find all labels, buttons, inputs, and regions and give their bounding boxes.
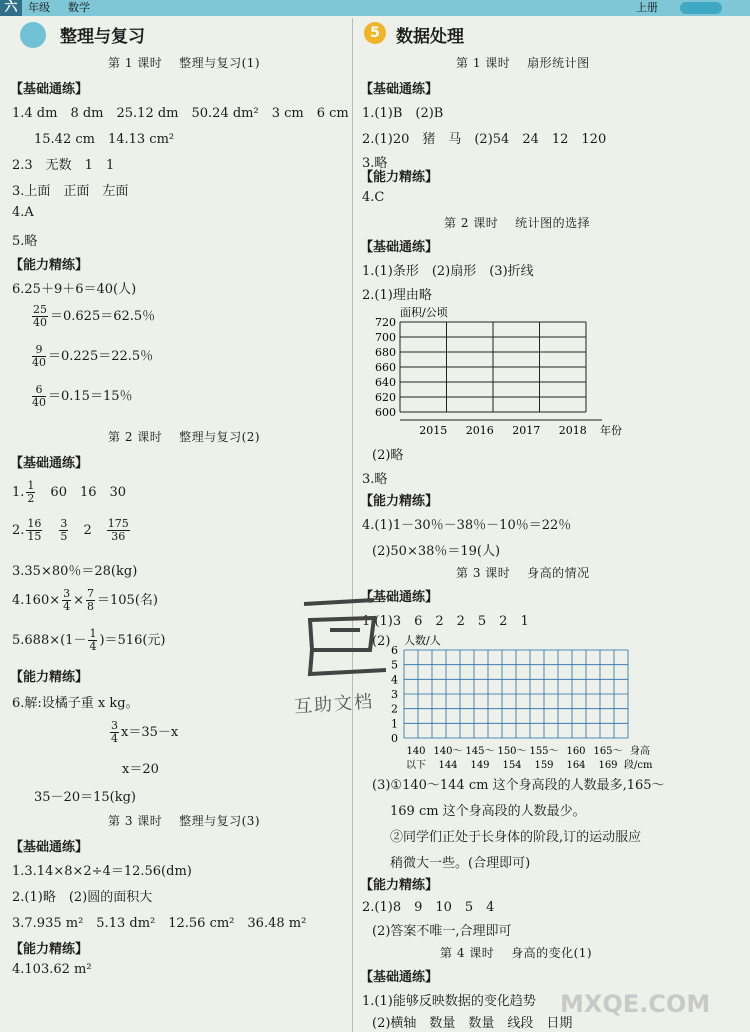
header-badge bbox=[680, 2, 722, 14]
volume-label: 上册 bbox=[636, 1, 658, 14]
answer-line: 1.(1)3 6 2 2 5 2 1 bbox=[362, 614, 529, 629]
y-axis-label: 人数/人 bbox=[404, 634, 441, 647]
answer-line: 3.35×80％＝28(kg) bbox=[12, 564, 138, 579]
left-unit-title: 整理与复习 bbox=[60, 27, 145, 47]
fraction: $\frac{3}{4}$ bbox=[111, 719, 118, 745]
section-ability: 【能力精练】 bbox=[10, 670, 89, 685]
left-lesson-3: 第 3 课时 整理与复习(3) bbox=[108, 814, 261, 828]
x-tick-label: 145～ bbox=[465, 746, 495, 757]
column-divider bbox=[352, 18, 353, 1032]
y-tick-label: 680 bbox=[375, 346, 396, 359]
fraction: $\frac{7}{8}$ bbox=[87, 587, 95, 613]
answer-line: 4.C bbox=[362, 190, 385, 205]
y-tick-label: 720 bbox=[375, 316, 396, 329]
fraction: $\frac{9}{40}$ bbox=[32, 343, 46, 369]
x-tick-label: 160 bbox=[566, 746, 586, 757]
y-tick-label: 640 bbox=[375, 376, 396, 389]
answer-line: 4.103.62 m² bbox=[12, 962, 92, 977]
fraction-line: $\frac{25}{40}$ ＝0.625＝62.5％ bbox=[33, 303, 156, 329]
x-tick-label: 140 bbox=[406, 746, 426, 757]
fraction-line: $\frac{3}{4}$ x＝35－x bbox=[111, 719, 179, 745]
answer-line: 3.略 bbox=[362, 472, 388, 487]
answer-line: 1.(1)B (2)B bbox=[362, 106, 444, 121]
x-tick-label: 140～ bbox=[433, 746, 463, 757]
answer-line: 1.(1)能够反映数据的变化趋势 bbox=[362, 994, 536, 1009]
left-lesson-1: 第 1 课时 整理与复习(1) bbox=[108, 56, 261, 70]
answer-line: 15.42 cm 14.13 cm² bbox=[34, 132, 175, 147]
x-tick-label: 2015 bbox=[419, 424, 448, 437]
fraction-line: $\frac{9}{40}$ ＝0.225＝22.5％ bbox=[32, 343, 154, 369]
answer-line: x＝20 bbox=[122, 762, 159, 777]
fraction-line: 2. $\frac{16}{15}$ $\frac{3}{5}$ 2 $\frac{175}{36}$ bbox=[12, 517, 129, 543]
fraction: $\frac{6}{40}$ bbox=[32, 383, 46, 409]
section-ability: 【能力精练】 bbox=[360, 170, 439, 185]
answer-line: 35－20＝15(kg) bbox=[34, 790, 136, 805]
x-tick-label: 150～ bbox=[497, 746, 527, 757]
x-tick-label: 154 bbox=[502, 760, 522, 771]
answer-line: 4.A bbox=[12, 205, 34, 220]
unit-circle-icon bbox=[20, 22, 46, 48]
y-tick-label: 6 bbox=[391, 644, 398, 657]
x-tick-label: 以下 bbox=[406, 760, 426, 771]
x-tick-label: 159 bbox=[534, 760, 554, 771]
fraction-line: 5.688×(1－ $\frac{1}{4}$ )＝516(元) bbox=[12, 627, 166, 653]
fraction-line: $\frac{6}{40}$ ＝0.15＝15％ bbox=[32, 383, 133, 409]
answer-line: 3.上面 正面 左面 bbox=[12, 184, 129, 199]
answer-line: 2.(1)理由略 bbox=[362, 288, 432, 303]
x-tick-label: 155～ bbox=[529, 746, 559, 757]
section-basic: 【基础通练】 bbox=[360, 970, 439, 985]
answer-line: (2) bbox=[372, 634, 391, 649]
x-axis-label: 段/cm bbox=[624, 760, 653, 771]
section-basic: 【基础通练】 bbox=[10, 456, 89, 471]
y-tick-label: 3 bbox=[391, 688, 398, 701]
watermark-text: 互助文档 bbox=[293, 691, 375, 718]
fraction: $\frac{175}{36}$ bbox=[107, 517, 129, 543]
section-ability: 【能力精练】 bbox=[10, 942, 89, 957]
subject-label: 数学 bbox=[68, 1, 90, 14]
right-lesson-2: 第 2 课时 统计图的选择 bbox=[444, 216, 591, 230]
answer-line: 4.(1)1－30％－38％－10％＝22％ bbox=[362, 518, 572, 533]
answer-line: (2)略 bbox=[372, 448, 404, 463]
answer-line: (2)横轴 数量 数量 线段 日期 bbox=[372, 1016, 573, 1031]
x-axis-label: 身高 bbox=[630, 746, 650, 757]
answer-line: ②同学们正处于长身体的阶段,订的运动服应 bbox=[390, 830, 642, 845]
fraction: $\frac{3}{4}$ bbox=[63, 587, 71, 613]
fraction-line: 4.160× $\frac{3}{4}$ × $\frac{7}{8}$ ＝105(名) bbox=[12, 587, 158, 613]
answer-line: 1.4 dm 8 dm 25.12 dm 50.24 dm² 3 cm 6 cm bbox=[12, 106, 349, 121]
answer-line: 5.略 bbox=[12, 234, 38, 249]
x-tick-label: 2017 bbox=[512, 424, 541, 437]
answer-line: 1.(1)条形 (2)扇形 (3)折线 bbox=[362, 264, 534, 279]
site-watermark: MXQE.COM bbox=[560, 990, 711, 1018]
x-tick-label: 149 bbox=[470, 760, 490, 771]
grade-label: 年级 bbox=[28, 1, 50, 14]
answer-line: 2.(1)略 (2)圆的面积大 bbox=[12, 890, 153, 905]
section-basic: 【基础通练】 bbox=[10, 840, 89, 855]
grade-mark: 六 bbox=[0, 0, 22, 16]
height-grid-chart bbox=[360, 632, 660, 772]
section-ability: 【能力精练】 bbox=[10, 258, 89, 273]
right-lesson-1: 第 1 课时 扇形统计图 bbox=[456, 56, 590, 70]
answer-line: (3)①140～144 cm 这个身高段的人数最多,165～ bbox=[372, 778, 665, 793]
left-lesson-2: 第 2 课时 整理与复习(2) bbox=[108, 430, 261, 444]
answer-line: 2.3 无数 1 1 bbox=[12, 158, 115, 173]
y-tick-label: 620 bbox=[375, 391, 396, 404]
answer-line: 稍微大一些。(合理即可) bbox=[390, 856, 531, 871]
area-grid-chart bbox=[360, 304, 640, 444]
y-tick-label: 4 bbox=[391, 673, 398, 687]
y-tick-label: 0 bbox=[391, 732, 398, 745]
answer-line: (2)答案不唯一,合理即可 bbox=[372, 924, 512, 939]
answer-line: 1.3.14×8×2÷4＝12.56(dm) bbox=[12, 864, 192, 879]
y-tick-label: 1 bbox=[391, 717, 398, 731]
y-tick-label: 700 bbox=[375, 331, 396, 344]
y-tick-label: 600 bbox=[375, 406, 396, 419]
answer-line: 3.7.935 m² 5.13 dm² 12.56 cm² 36.48 m² bbox=[12, 916, 307, 931]
right-lesson-4: 第 4 课时 身高的变化(1) bbox=[440, 946, 593, 960]
section-basic: 【基础通练】 bbox=[10, 82, 89, 97]
answer-line: 2.(1)20 猪 马 (2)54 24 12 120 bbox=[362, 132, 607, 147]
section-ability: 【能力精练】 bbox=[360, 878, 439, 893]
fraction: $\frac{1}{4}$ bbox=[89, 627, 97, 653]
fraction: $\frac{3}{5}$ bbox=[60, 517, 68, 543]
y-axis-label: 面积/公顷 bbox=[400, 306, 448, 319]
unit-number-badge: 5 bbox=[364, 22, 386, 44]
answer-line: 2.(1)8 9 10 5 4 bbox=[362, 900, 495, 915]
right-unit-title: 数据处理 bbox=[396, 27, 464, 47]
answer-line: 6.解:设橘子重 x kg。 bbox=[12, 696, 139, 711]
section-ability: 【能力精练】 bbox=[360, 494, 439, 509]
fraction: $\frac{1}{2}$ bbox=[27, 479, 35, 505]
x-tick-label: 2018 bbox=[558, 424, 587, 437]
x-tick-label: 169 bbox=[598, 760, 618, 771]
answer-line: 6.25＋9＋6＝40(人) bbox=[12, 282, 137, 297]
section-basic: 【基础通练】 bbox=[360, 590, 439, 605]
fraction: $\frac{25}{40}$ bbox=[33, 303, 47, 329]
x-tick-label: 144 bbox=[438, 760, 458, 771]
answer-line: 169 cm 这个身高段的人数最少。 bbox=[390, 804, 586, 819]
fraction-line: 1. $\frac{1}{2}$ 60 16 30 bbox=[12, 479, 127, 505]
y-tick-label: 660 bbox=[375, 361, 396, 374]
section-basic: 【基础通练】 bbox=[360, 240, 439, 255]
x-tick-label: 2016 bbox=[465, 424, 494, 437]
x-axis-label: 年份 bbox=[600, 424, 622, 437]
section-basic: 【基础通练】 bbox=[360, 82, 439, 97]
answer-line: 3.略 bbox=[362, 156, 388, 171]
right-lesson-3: 第 3 课时 身高的情况 bbox=[456, 566, 590, 580]
y-tick-label: 2 bbox=[391, 702, 398, 716]
x-tick-label: 165～ bbox=[593, 746, 623, 757]
x-tick-label: 164 bbox=[566, 760, 586, 771]
y-tick-label: 5 bbox=[391, 658, 398, 672]
answer-line: (2)50×38％＝19(人) bbox=[372, 544, 501, 559]
fraction: $\frac{16}{15}$ bbox=[27, 517, 42, 543]
